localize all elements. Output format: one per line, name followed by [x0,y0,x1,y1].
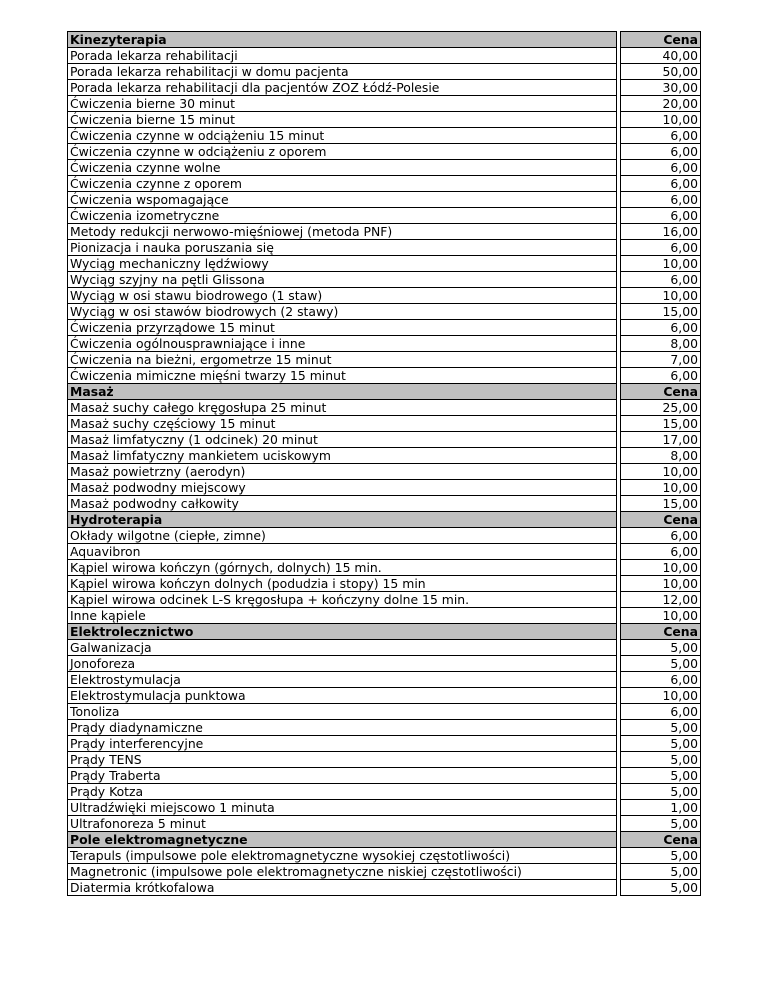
table-row [68,80,701,96]
table-row [68,736,701,752]
service-price: 5,00 [621,736,701,752]
table-row [68,560,701,576]
service-price: 6,00 [621,160,701,176]
service-price: 5,00 [621,768,701,784]
section-header-row [68,832,701,848]
service-price: 6,00 [621,208,701,224]
table-row [68,112,701,128]
table-row [68,240,701,256]
section-title: Hydroterapia [68,512,617,528]
service-name: Ćwiczenia ogólnousprawniające i inne [68,336,617,352]
service-name: Elektrostymulacja punktowa [68,688,617,704]
service-name: Ćwiczenia czynne z oporem [68,176,617,192]
service-price: 10,00 [621,560,701,576]
service-price: 10,00 [621,112,701,128]
price-table [67,31,701,896]
price-header: Cena [621,32,701,48]
table-row [68,656,701,672]
service-price: 6,00 [621,240,701,256]
service-price: 10,00 [621,464,701,480]
service-name: Porada lekarza rehabilitacji [68,48,617,64]
service-price: 6,00 [621,544,701,560]
service-name: Porada lekarza rehabilitacji w domu pacjenta [68,64,617,80]
service-name: Ćwiczenia przyrządowe 15 minut [68,320,617,336]
service-price: 5,00 [621,848,701,864]
service-price: 12,00 [621,592,701,608]
section-header-row [68,32,701,48]
service-price: 30,00 [621,80,701,96]
service-name: Masaż podwodny całkowity [68,496,617,512]
service-price: 5,00 [621,720,701,736]
service-price: 5,00 [621,784,701,800]
table-row [68,48,701,64]
service-price: 10,00 [621,288,701,304]
table-row [68,464,701,480]
service-price: 10,00 [621,256,701,272]
table-row [68,800,701,816]
table-row [68,480,701,496]
service-name: Terapuls (impulsowe pole elektromagnetyczne wysokiej częstotliwości) [68,848,617,864]
service-price: 7,00 [621,352,701,368]
service-name: Prądy TENS [68,752,617,768]
table-row [68,640,701,656]
price-header: Cena [621,832,701,848]
table-row [68,608,701,624]
service-price: 15,00 [621,496,701,512]
table-row [68,432,701,448]
table-row [68,192,701,208]
service-name: Ultradźwięki miejscowo 1 minuta [68,800,617,816]
price-header: Cena [621,624,701,640]
table-row [68,256,701,272]
service-name: Galwanizacja [68,640,617,656]
service-name: Tonoliza [68,704,617,720]
service-price: 6,00 [621,528,701,544]
service-name: Wyciąg szyjny na pętli Glissona [68,272,617,288]
table-row [68,400,701,416]
service-name: Wyciąg mechaniczny lędźwiowy [68,256,617,272]
service-price: 6,00 [621,672,701,688]
service-price: 50,00 [621,64,701,80]
service-name: Prądy Traberta [68,768,617,784]
service-price: 10,00 [621,480,701,496]
service-name: Ćwiczenia izometryczne [68,208,617,224]
service-name: Ćwiczenia bierne 30 minut [68,96,617,112]
table-row [68,544,701,560]
service-price: 6,00 [621,320,701,336]
table-row [68,448,701,464]
service-price: 10,00 [621,688,701,704]
price-table-body [68,32,701,896]
table-row [68,496,701,512]
service-name: Ćwiczenia mimiczne mięśni twarzy 15 minut [68,368,617,384]
service-price: 20,00 [621,96,701,112]
service-name: Ćwiczenia czynne wolne [68,160,617,176]
service-name: Wyciąg w osi stawu biodrowego (1 staw) [68,288,617,304]
table-row [68,752,701,768]
section-header-row [68,512,701,528]
service-price: 8,00 [621,336,701,352]
service-price: 16,00 [621,224,701,240]
service-name: Metody redukcji nerwowo-mięśniowej (metoda PNF) [68,224,617,240]
table-row [68,688,701,704]
service-price: 6,00 [621,704,701,720]
table-row [68,288,701,304]
table-row [68,576,701,592]
service-name: Magnetronic (impulsowe pole elektromagnetyczne niskiej częstotliwości) [68,864,617,880]
table-row [68,848,701,864]
service-name: Diatermia krótkofalowa [68,880,617,896]
service-price: 10,00 [621,608,701,624]
service-name: Masaż limfatyczny (1 odcinek) 20 minut [68,432,617,448]
service-name: Wyciąg w osi stawów biodrowych (2 stawy) [68,304,617,320]
service-name: Inne kąpiele [68,608,617,624]
service-name: Prądy Kotza [68,784,617,800]
service-price: 15,00 [621,416,701,432]
table-row [68,128,701,144]
service-name: Ćwiczenia na bieżni, ergometrze 15 minut [68,352,617,368]
service-name: Kąpiel wirowa kończyn dolnych (podudzia i stopy) 15 min [68,576,617,592]
table-row [68,96,701,112]
section-title: Elektrolecznictwo [68,624,617,640]
service-price: 6,00 [621,176,701,192]
service-price: 5,00 [621,752,701,768]
service-price: 6,00 [621,368,701,384]
table-row [68,816,701,832]
service-name: Porada lekarza rehabilitacji dla pacjentów ZOZ Łódź-Polesie [68,80,617,96]
service-price: 6,00 [621,272,701,288]
service-price: 5,00 [621,880,701,896]
service-name: Ćwiczenia czynne w odciążeniu z oporem [68,144,617,160]
table-row [68,880,701,896]
table-row [68,272,701,288]
table-row [68,528,701,544]
service-price: 15,00 [621,304,701,320]
section-header-row [68,624,701,640]
service-name: Masaż powietrzny (aerodyn) [68,464,617,480]
service-price: 25,00 [621,400,701,416]
table-row [68,768,701,784]
table-row [68,176,701,192]
service-name: Prądy interferencyjne [68,736,617,752]
price-header: Cena [621,512,701,528]
table-row [68,864,701,880]
service-name: Masaż limfatyczny mankietem uciskowym [68,448,617,464]
service-price: 8,00 [621,448,701,464]
service-price: 6,00 [621,128,701,144]
service-name: Masaż suchy częściowy 15 minut [68,416,617,432]
service-name: Prądy diadynamiczne [68,720,617,736]
service-name: Aquavibron [68,544,617,560]
table-row [68,672,701,688]
service-price: 10,00 [621,576,701,592]
service-name: Elektrostymulacja [68,672,617,688]
table-row [68,704,701,720]
table-row [68,224,701,240]
table-row [68,784,701,800]
table-row [68,208,701,224]
table-row [68,720,701,736]
service-price: 6,00 [621,192,701,208]
section-title: Masaż [68,384,617,400]
service-name: Ćwiczenia wspomagające [68,192,617,208]
table-row [68,336,701,352]
section-title: Kinezyterapia [68,32,617,48]
table-row [68,368,701,384]
service-name: Ćwiczenia bierne 15 minut [68,112,617,128]
service-price: 17,00 [621,432,701,448]
table-row [68,352,701,368]
service-name: Masaż suchy całego kręgosłupa 25 minut [68,400,617,416]
service-price: 40,00 [621,48,701,64]
service-name: Kąpiel wirowa odcinek L-S kręgosłupa + kończyny dolne 15 min. [68,592,617,608]
section-header-row [68,384,701,400]
service-name: Ćwiczenia czynne w odciążeniu 15 minut [68,128,617,144]
price-header: Cena [621,384,701,400]
service-price: 5,00 [621,864,701,880]
table-row [68,64,701,80]
table-row [68,160,701,176]
table-row [68,320,701,336]
service-name: Ultrafonoreza 5 minut [68,816,617,832]
table-row [68,592,701,608]
service-price: 5,00 [621,640,701,656]
service-price: 5,00 [621,816,701,832]
section-title: Pole elektromagnetyczne [68,832,617,848]
table-row [68,144,701,160]
table-row [68,304,701,320]
table-row [68,416,701,432]
service-name: Kąpiel wirowa kończyn (górnych, dolnych) 15 min. [68,560,617,576]
service-name: Masaż podwodny miejscowy [68,480,617,496]
service-price: 1,00 [621,800,701,816]
service-name: Jonoforeza [68,656,617,672]
service-price: 5,00 [621,656,701,672]
service-name: Pionizacja i nauka poruszania się [68,240,617,256]
service-name: Okłady wilgotne (ciepłe, zimne) [68,528,617,544]
service-price: 6,00 [621,144,701,160]
